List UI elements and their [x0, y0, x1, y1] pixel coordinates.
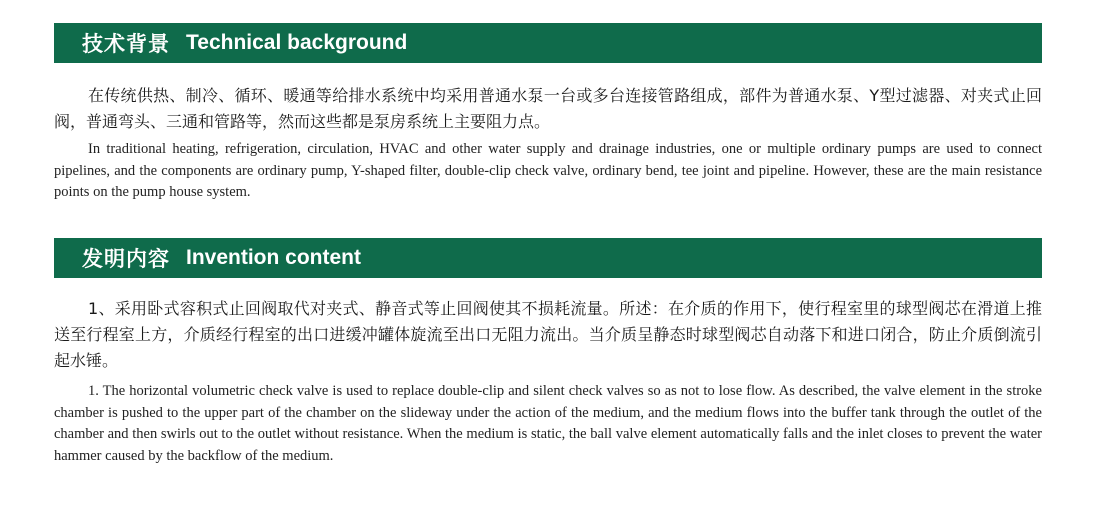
section-title-zh: 发明内容	[82, 247, 170, 271]
section-title-en: Invention content	[186, 246, 361, 269]
section-header-technical-background	[54, 23, 1042, 63]
section-title-zh: 技术背景	[82, 32, 170, 56]
section-header-invention-content	[54, 238, 1042, 278]
section-title-en: Technical background	[186, 31, 408, 54]
technical-background-text-zh: 在传统供热、制冷、循环、暖通等给排水系统中均采用普通水泵一台或多台连接管路组成，部件为普通水泵、Y型过滤器、对夹式止回阀，普通弯头、三通和管路等，然而这些都是泵房系统上主要阻力点。	[54, 86, 1042, 131]
invention-content-text-en: 1. The horizontal volumetric check valve is used to replace double-clip and silent check valves so as not to lose flow. As described, the valve element in the stroke chamber is pushed to the upper part of the chamber on the slideway under the action of the medium, and the medium flows into the buffer tank through the outlet of the chamber and then swirls out to the outlet without resistance. When the medium is static, the ball valve element automatically falls and the inlet closes to prevent the water hammer caused by the backflow of the medium.	[54, 383, 1042, 464]
technical-background-text-en: In traditional heating, refrigeration, circulation, HVAC and other water supply and drainage industries, one or multiple ordinary pumps are used to connect pipelines, and the components are ordinary pump, Y-shaped filter, double-clip check valve, ordinary bend, tee joint and pipeline. However, these are the main resistance points on the pump house system.	[54, 141, 1042, 200]
invention-content-text-zh: 1、采用卧式容积式止回阀取代对夹式、静音式等止回阀使其不损耗流量。所述：在介质的作用下，使行程室里的球型阀芯在滑道上推送至行程室上方，介质经行程室的出口进缓冲罐体旋流至出口无阻力流出。当介质呈静态时球型阀芯自动落下和进口闭合，防止介质倒流引起水锤。	[54, 299, 1042, 370]
